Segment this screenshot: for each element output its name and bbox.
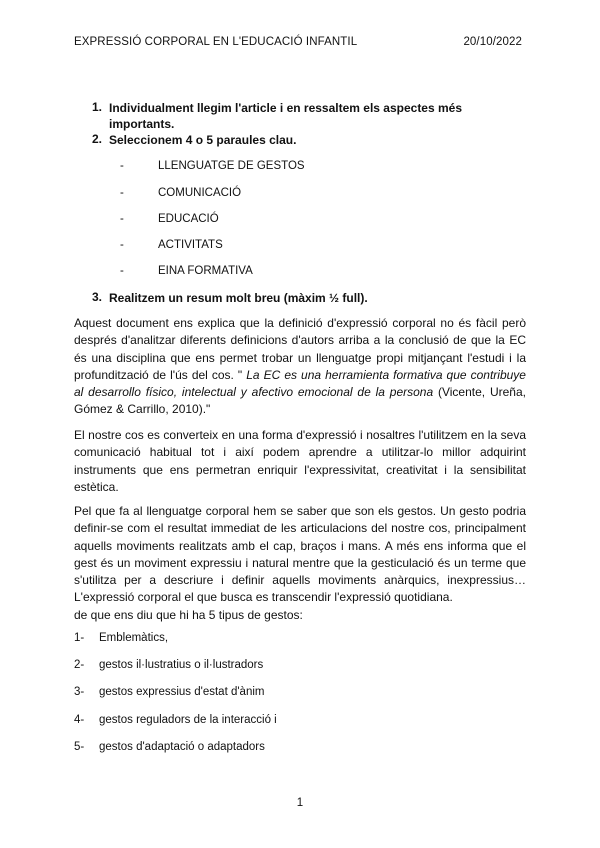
page-number: 1 bbox=[296, 797, 304, 809]
keyword-text: EINA FORMATIVA bbox=[158, 265, 253, 277]
gesture-text: Emblemàtics, bbox=[99, 632, 169, 644]
task-number: 1. bbox=[92, 100, 103, 114]
quote-italic: La EC es una herramienta formativa que contribuye bbox=[246, 367, 526, 382]
task-text-line1: Individualment llegim l'article i en ressaltem els aspectes més bbox=[109, 101, 463, 115]
gesture-number: 1- bbox=[74, 632, 85, 644]
summary-paragraph-1: Aquest document ens explica que la definició d'expressió corporal no és fàcil però després d'analitzar diferents definicions d'autors arriba a la conclusió de que la EC és una disciplina que ens permet trobar un llenguatge propi mitjançant l'estudi i la profundització de l'ús del cos. " La EC es una herramienta formativa que contribuye al desarrollo físico, intelectual y afectivo emocional de la persona (Vicente, Ureña, Gómez & Carrillo, 2010)." bbox=[74, 316, 526, 417]
gesture-number: 4- bbox=[74, 714, 85, 726]
document-title: EXPRESSIÓ CORPORAL EN L'EDUCACIÓ INFANTIL bbox=[74, 36, 358, 48]
dash-bullet: - bbox=[120, 187, 124, 199]
gesture-text: gestos expressius d'estat d'ànim bbox=[99, 686, 265, 698]
task-number: 3. bbox=[92, 290, 103, 304]
task-number: 2. bbox=[92, 132, 103, 146]
gesture-text: gestos il·lustratius o il·lustradors bbox=[99, 659, 264, 671]
gesture-number: 2- bbox=[74, 659, 85, 671]
keyword-text: EDUCACIÓ bbox=[158, 213, 219, 225]
keyword-text: ACTIVITATS bbox=[158, 239, 223, 251]
gesture-number: 3- bbox=[74, 686, 85, 698]
dash-bullet: - bbox=[120, 239, 124, 251]
keyword-text: COMUNICACIÓ bbox=[158, 187, 242, 199]
dash-bullet: - bbox=[120, 265, 124, 277]
task-text: Seleccionem 4 o 5 paraules clau. bbox=[109, 133, 297, 147]
gesture-text: gestos d'adaptació o adaptadors bbox=[99, 741, 265, 753]
gesture-number: 5- bbox=[74, 741, 85, 753]
keyword-text: LLENGUATGE DE GESTOS bbox=[158, 160, 305, 172]
gesture-text: gestos reguladors de la interacció i bbox=[99, 714, 277, 726]
dash-bullet: - bbox=[120, 160, 124, 172]
document-date: 20/10/2022 bbox=[463, 36, 522, 48]
summary-paragraph-3: Pel que fa al llenguatge corporal hem se saber que son els gestos. Un gesto podria definir-se com el resultat immediat de les articulacions del nostre cos, principalment aquells moviments realitzats amb el cap, braços i mans. A més ens informa que el gest és un moviment expressiu i natural mentre que la gesticulació és un terme que s'utilitza per a descriure i definir aquells moviments anàrquics, inexpressius… L'expressió corporal el que busca es transcendir l'expressió quotidiana. de que ens diu que hi ha 5 tipus de gestos: bbox=[74, 504, 526, 622]
quote-italic: al desarrollo físico, intelectual y afectivo emocional de la persona bbox=[74, 385, 434, 400]
dash-bullet: - bbox=[120, 213, 124, 225]
summary-paragraph-2: El nostre cos es converteix en una forma d'expressió i nosaltres l'utilitzem en la seva comunicació habitual tot i així podem aprendre a utilitzar-lo millor adquirint instruments que ens permetran enriquir l'expressivitat, creativitat i la sensibilitat estètica. bbox=[74, 428, 526, 494]
task-text: Realitzem un resum molt breu (màxim ½ full). bbox=[109, 291, 368, 305]
task-text-line2: importants. bbox=[109, 117, 175, 131]
